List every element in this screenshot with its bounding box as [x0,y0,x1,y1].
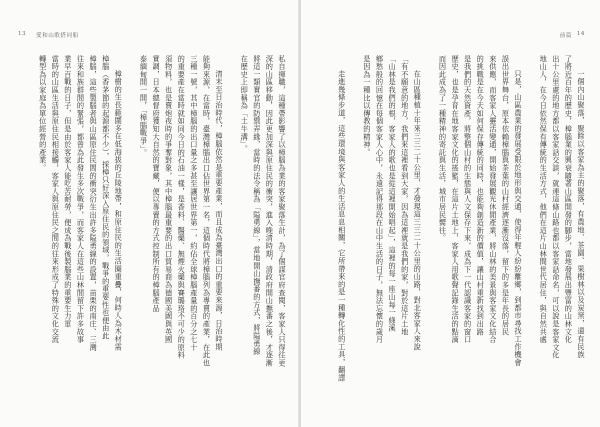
text-column: 能夠來源，在當時，臺灣樟腦出口佔世界第一名，這個時代將樟腦列為專賣的產業，在此也 [202,55,212,367]
text-column: 只是，山區農業的發展受限於地形與交通，使得年輕人紛紛離鄉，到都市尋找工作機會 [514,70,524,367]
right-page-number: 14 [576,31,585,37]
text-column: 誤出世界舞台，原本依賴樟腦與茶葉的山村經濟逐漸沒落，留下的多是年長的居民 [501,55,511,336]
text-column [524,55,537,390]
text-column: 業早百戰的日子，但是由於客家人能吃苦耐勞，便成為戰後製腦業的重要生力軍 [63,55,73,328]
text-column: 泰緬甸開一開，「樟腦戰爭」。 [139,55,149,157]
text-column: 三種一號，其中樟腦的出口量之多甚至讓居世界第一，約佔全球樟腦產量的百分之七十 [189,55,199,352]
text-column: 是我們的天然資產，將整個山村的生態與人文保存下來，成為下一代認識客家的窗口 [463,55,473,344]
text-column: 來供應，而客家人靈活變通，開始發展觀光休閒產業，將山林的美景與客家文化結合 [488,55,498,344]
text-column: 清末至日治時代，樟腦依然是重要產業，而且成為臺灣出口的重要來源，日治時期 [215,70,225,351]
right-page [301,0,600,427]
text-column: 在歷史上即稱為「土牛溝」。 [240,55,250,153]
text-column: 一個內山聚落，聚餘以客家為主的聚落，有農地、茶園、果樹林以及炭窯，還有民族 [577,70,586,359]
text-column: 將這一類實官的防禦弄緣，當時的法令稱為「隘勇線」，當地開山撫番的方式，將隘勇線 [252,55,262,356]
text-column: 出十公里處的地方都以客家話交談，就連這條山路也都以客家話命名，可以說是客家文化 [551,55,561,360]
text-column [423,55,436,390]
right-text-block [317,55,587,390]
text-column: 的重要產在當時就如同今日的石油一樣，是香料、醫藥、無煙火藥與賽璐珞不可少的原料 [177,55,187,360]
text-column [225,55,238,390]
text-column: 是因為一種比以傳教的精神。 [362,55,372,157]
text-column: 往來和族群間的緊張，都曾為此發生多次戰爭，而客家人在這些山林間留下許多故事 [76,55,86,344]
text-column: 地山人，在今日依然保有傳統的生活方式，他們在這片山林間世代居住，與自然共處 [539,55,549,344]
left-running-title: 愛和山歌搭同船 [36,33,79,39]
text-column: 走進幾條步道，這些環境與客家人的生活息息相關，它所帶來的是一種轉化性的工具，翻譯 [337,70,347,382]
text-column: 樟腦，這些製腦者與山區原住民間的衝突衍生出許多隘勇線的設置，苗栗的南庄、三灣 [89,55,99,352]
text-column: 在山區種植十年來三三二十公里，才發現這三三二十公里的山路，對北客家人來說 [413,70,423,351]
left-page [0,0,299,427]
text-column [124,55,137,390]
text-column: 須物料，也是賣炮夜時的爭奪對象，其中樟腦最重要的出口貿易商為德國美國與英國 [164,55,174,344]
text-column: 深的山區移動，因此更加深與原住民的衝突，進入晚清時期，清政府開山撫番之後，才逐漸 [265,55,275,367]
left-text-block [12,55,288,390]
text-column: 「山林是我們的根，客家人的歌也是從這裡開始唱起」，這裡的每一座山每一條溪 [388,55,398,333]
text-column [348,55,361,390]
text-column: 了將近百年的歷史，樟腦業的興衰隨著山區開發的腳步，當地發展出豐富的山林文化 [564,55,574,344]
text-column: 當時的山區生活與原住民相接觸，客家人與原住民之間的往來形成了特殊的文化交流 [51,55,61,344]
text-column: 「有不願意的地方，我們來這裡看到大家，因為這裡就是我們的家，對於這片土地 [400,55,410,336]
left-page-number: 13 [18,31,27,37]
text-column: 而因此成為了一種精神的寄託與生活，城市居民嚮往。 [438,55,448,243]
text-column: 的挑戰是在今天如何保存傳統的同時，也能夠創造新的價值，讓山村重新找到出路 [476,55,486,336]
text-column: 樟樹的生長範圍多在低海拔的丘陵地帶，和原住民的生活圈重疊，何時人為木材需 [114,70,124,351]
text-column: 實調，日本總督府獲知大自然的寶藏，便以專賣的方式控制所有的樟腦產品 [152,55,162,313]
text-column: 鄉愁般的回憶在每個客家人心中，永遠記得那段在山中生活的日子，無法忘懷的歲月 [375,55,385,344]
text-column: 私自揮職，這種帶影響了以樟腦為業的客家聚落生計，為了個謀官府查閱，客家人只得往更 [278,55,287,367]
right-section-title: 前篇 [559,33,572,39]
text-column: 歷史，也是孕育在地客家文化的搖籃，在這片土地上，客家人用歌聲記錄生活的點滴 [451,55,461,344]
text-column: 轉型為以家庭為單位經營的產業。 [38,55,48,172]
text-column: 樟腦（香茅節的起源都不少），採樟只好深入原住民的領域，戰爭的重要性也便由此 [101,55,111,340]
